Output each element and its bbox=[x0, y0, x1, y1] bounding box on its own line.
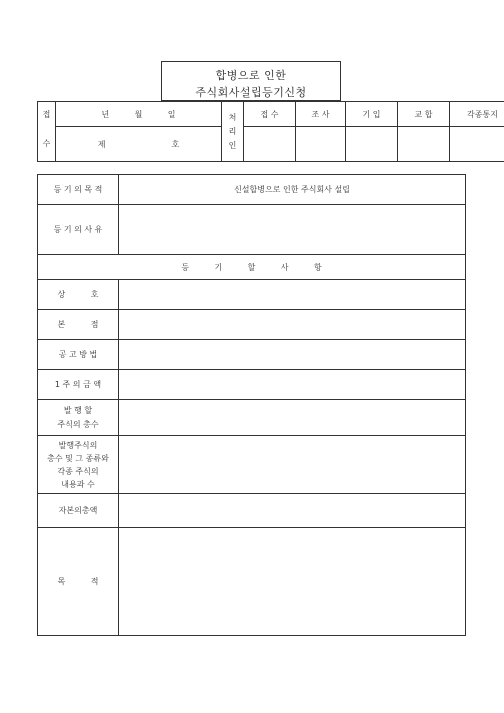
title-line-2: 주식회사설립등기신청 bbox=[195, 86, 307, 99]
receipt-su-label: 수 bbox=[38, 127, 56, 162]
title-line-1: 합병으로 인한 bbox=[215, 69, 287, 82]
row-label-notice-method: 공 고 방 법 bbox=[38, 340, 119, 370]
cause-value[interactable] bbox=[119, 205, 466, 255]
receipt-date-field[interactable]: 년 월 일 bbox=[56, 102, 222, 127]
row-label-trade-name: 상 호 bbox=[38, 280, 119, 310]
row-label-objectives: 목 적 bbox=[38, 528, 119, 636]
row-label-issued-shares: 발행주식의 총수 및 그 종류와 각종 주식의 내용과 수 bbox=[38, 436, 119, 494]
purpose-label: 등 기 의 목 적 bbox=[38, 175, 119, 205]
row-value-par-value[interactable] bbox=[119, 370, 466, 400]
stamp-giip[interactable] bbox=[346, 127, 398, 162]
cause-label: 등 기 의 사 유 bbox=[38, 205, 119, 255]
stamp-notice[interactable] bbox=[450, 127, 504, 162]
row-value-notice-method[interactable] bbox=[119, 340, 466, 370]
col-notice: 각종통지 bbox=[450, 102, 504, 127]
stamp-gyohap[interactable] bbox=[398, 127, 450, 162]
processing-label: 처 리 인 bbox=[222, 102, 244, 162]
row-value-capital[interactable] bbox=[119, 494, 466, 528]
purpose-value[interactable]: 신설합병으로 인한 주식회사 설립 bbox=[119, 175, 466, 205]
stamp-josa[interactable] bbox=[296, 127, 346, 162]
col-josa: 조 사 bbox=[296, 102, 346, 127]
row-value-head-office[interactable] bbox=[119, 310, 466, 340]
row-label-head-office: 본 점 bbox=[38, 310, 119, 340]
row-label-capital: 자본의총액 bbox=[38, 494, 119, 528]
row-value-objectives[interactable] bbox=[119, 528, 466, 636]
row-label-par-value: 1 주 의 금 액 bbox=[38, 370, 119, 400]
col-giip: 기 입 bbox=[346, 102, 398, 127]
registration-form-table bbox=[37, 174, 466, 636]
title-box bbox=[161, 61, 341, 101]
row-value-issued-shares[interactable] bbox=[119, 436, 466, 494]
row-value-trade-name[interactable] bbox=[119, 280, 466, 310]
receipt-number-field[interactable]: 제 호 bbox=[56, 127, 222, 162]
col-jeopsu: 접 수 bbox=[244, 102, 296, 127]
stamp-jeopsu[interactable] bbox=[244, 127, 296, 162]
col-gyohap: 교 합 bbox=[398, 102, 450, 127]
receipt-table bbox=[37, 101, 504, 162]
row-label-authorized-shares: 발 행 할 주식의 총수 bbox=[38, 400, 119, 436]
row-value-authorized-shares[interactable] bbox=[119, 400, 466, 436]
matters-header: 등 기 할 사 항 bbox=[38, 255, 466, 280]
receipt-jeop-label: 접 bbox=[38, 102, 56, 127]
